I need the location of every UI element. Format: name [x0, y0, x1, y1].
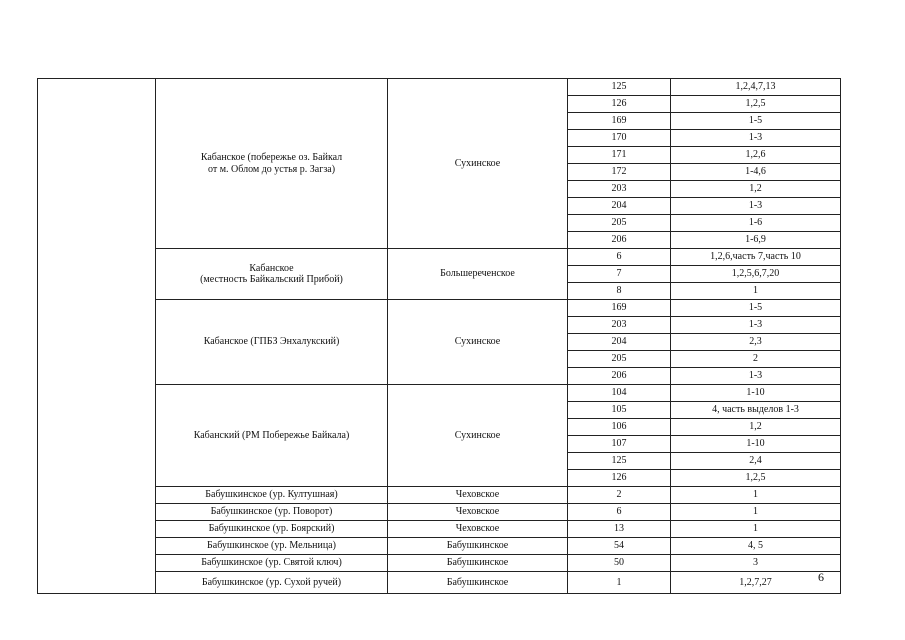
quarter-cell: 205 — [568, 215, 671, 232]
quarter-cell: 171 — [568, 147, 671, 164]
table-row — [38, 385, 841, 402]
district-cell: Кабанское (побережье оз. Байкал от м. Облом до устья р. Загза) — [156, 79, 388, 249]
table-row — [38, 79, 841, 96]
quarter-cell: 206 — [568, 232, 671, 249]
table-row — [38, 300, 841, 317]
quarter-cell: 7 — [568, 266, 671, 283]
table-row — [38, 538, 841, 555]
quarter-cell: 204 — [568, 334, 671, 351]
quarter-cell: 169 — [568, 113, 671, 130]
plots-cell: 2,4 — [671, 453, 841, 470]
district-cell: Бабушкинское (ур. Поворот) — [156, 504, 388, 521]
quarter-cell: 6 — [568, 249, 671, 266]
table-row — [38, 487, 841, 504]
quarter-cell: 2 — [568, 487, 671, 504]
plots-cell: 3 — [671, 555, 841, 572]
plots-cell: 1,2 — [671, 181, 841, 198]
plots-cell: 1,2 — [671, 419, 841, 436]
district-cell: Бабушкинское (ур. Култушная) — [156, 487, 388, 504]
forestry-cell: Сухинское — [388, 79, 568, 249]
quarter-cell: 1 — [568, 572, 671, 594]
table-body — [38, 79, 841, 594]
forestry-cell: Бабушкинское — [388, 538, 568, 555]
plots-cell: 1-3 — [671, 317, 841, 334]
plots-cell: 1,2,4,7,13 — [671, 79, 841, 96]
district-cell: Бабушкинское (ур. Мельница) — [156, 538, 388, 555]
plots-cell: 1,2,7,27 — [671, 572, 841, 594]
quarter-cell: 54 — [568, 538, 671, 555]
table-row — [38, 504, 841, 521]
plots-cell: 1-4,6 — [671, 164, 841, 181]
plots-cell: 2 — [671, 351, 841, 368]
quarter-cell: 105 — [568, 402, 671, 419]
plots-cell: 1-5 — [671, 113, 841, 130]
quarter-cell: 206 — [568, 368, 671, 385]
forest-plots-table — [37, 78, 841, 594]
district-cell: Кабанское (ГПБЗ Энхалукский) — [156, 300, 388, 385]
district-cell: Бабушкинское (ур. Сухой ручей) — [156, 572, 388, 594]
quarter-cell: 106 — [568, 419, 671, 436]
plots-cell: 1 — [671, 504, 841, 521]
table-row — [38, 249, 841, 266]
quarter-cell: 126 — [568, 470, 671, 487]
table-row — [38, 572, 841, 594]
quarter-cell: 8 — [568, 283, 671, 300]
quarter-cell: 107 — [568, 436, 671, 453]
forestry-cell: Большереченское — [388, 249, 568, 300]
plots-cell: 1-10 — [671, 385, 841, 402]
plots-cell: 1-3 — [671, 198, 841, 215]
plots-cell: 4, часть выделов 1-3 — [671, 402, 841, 419]
blank-index-cell — [38, 79, 156, 594]
quarter-cell: 50 — [568, 555, 671, 572]
quarter-cell: 204 — [568, 198, 671, 215]
quarter-cell: 170 — [568, 130, 671, 147]
quarter-cell: 169 — [568, 300, 671, 317]
quarter-cell: 104 — [568, 385, 671, 402]
plots-cell: 2,3 — [671, 334, 841, 351]
forestry-cell: Сухинское — [388, 300, 568, 385]
forestry-cell: Чеховское — [388, 487, 568, 504]
forestry-cell: Сухинское — [388, 385, 568, 487]
plots-cell: 1-3 — [671, 368, 841, 385]
plots-cell: 1,2,6,часть 7,часть 10 — [671, 249, 841, 266]
forestry-cell: Бабушкинское — [388, 555, 568, 572]
quarter-cell: 203 — [568, 181, 671, 198]
quarter-cell: 13 — [568, 521, 671, 538]
plots-cell: 1,2,6 — [671, 147, 841, 164]
plots-cell: 1-6,9 — [671, 232, 841, 249]
quarter-cell: 125 — [568, 79, 671, 96]
plots-cell: 1 — [671, 283, 841, 300]
page-number: 6 — [818, 570, 824, 584]
forestry-cell: Чеховское — [388, 521, 568, 538]
district-cell: Бабушкинское (ур. Боярский) — [156, 521, 388, 538]
plots-cell: 1-5 — [671, 300, 841, 317]
district-cell: Бабушкинское (ур. Святой ключ) — [156, 555, 388, 572]
table-row — [38, 521, 841, 538]
district-cell: Кабанский (РМ Побережье Байкала) — [156, 385, 388, 487]
plots-cell: 1-3 — [671, 130, 841, 147]
quarter-cell: 203 — [568, 317, 671, 334]
forestry-cell: Бабушкинское — [388, 572, 568, 594]
quarter-cell: 125 — [568, 453, 671, 470]
quarter-cell: 172 — [568, 164, 671, 181]
district-cell: Кабанское (местность Байкальский Прибой) — [156, 249, 388, 300]
quarter-cell: 6 — [568, 504, 671, 521]
plots-cell: 1,2,5 — [671, 470, 841, 487]
forestry-cell: Чеховское — [388, 504, 568, 521]
quarter-cell: 126 — [568, 96, 671, 113]
plots-cell: 1,2,5,6,7,20 — [671, 266, 841, 283]
quarter-cell: 205 — [568, 351, 671, 368]
plots-cell: 1 — [671, 487, 841, 504]
table-row — [38, 555, 841, 572]
plots-cell: 4, 5 — [671, 538, 841, 555]
plots-cell: 1-6 — [671, 215, 841, 232]
plots-cell: 1 — [671, 521, 841, 538]
plots-cell: 1-10 — [671, 436, 841, 453]
plots-cell: 1,2,5 — [671, 96, 841, 113]
